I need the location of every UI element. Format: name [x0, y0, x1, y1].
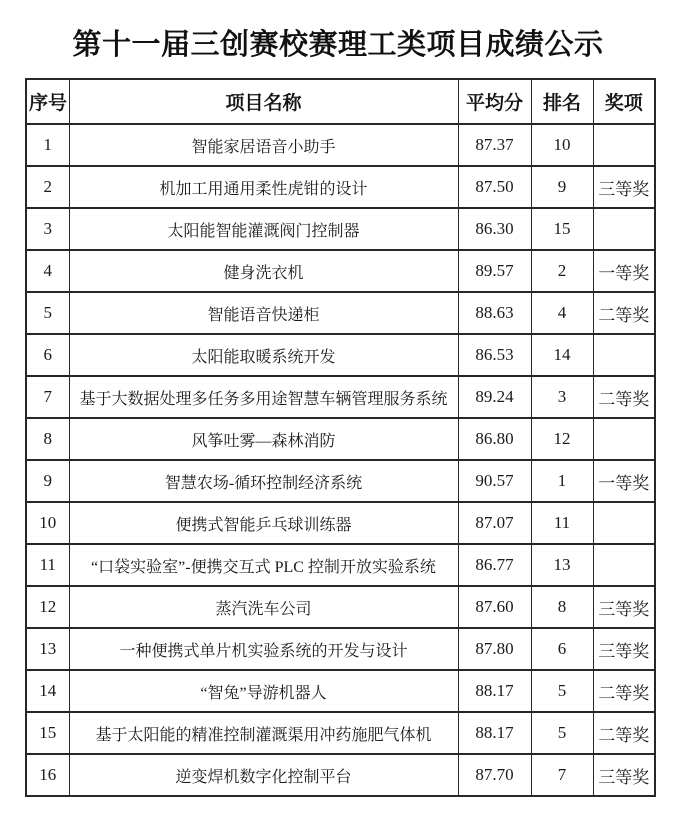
average-score-cell: 88.17 [458, 670, 531, 712]
table-row [26, 418, 655, 460]
average-score-cell: 86.30 [458, 208, 531, 250]
serial-cell: 14 [26, 670, 69, 712]
project-name-cell: “口袋实验室”-便携交互式 PLC 控制开放实验系统 [69, 544, 458, 586]
award-cell: 一等奖 [593, 250, 655, 292]
award-cell [593, 208, 655, 250]
award-cell: 三等奖 [593, 166, 655, 208]
average-score-cell: 88.63 [458, 292, 531, 334]
serial-cell: 15 [26, 712, 69, 754]
serial-cell: 10 [26, 502, 69, 544]
table-row [26, 166, 655, 208]
average-score-cell: 87.37 [458, 124, 531, 166]
serial-cell: 11 [26, 544, 69, 586]
award-cell: 二等奖 [593, 712, 655, 754]
table-row [26, 502, 655, 544]
rank-cell: 12 [531, 418, 593, 460]
average-score-cell: 86.53 [458, 334, 531, 376]
column-header-rank: 排名 [531, 79, 593, 124]
column-header-serial: 序号 [26, 79, 69, 124]
average-score-cell: 86.80 [458, 418, 531, 460]
serial-cell: 9 [26, 460, 69, 502]
project-name-cell: 机加工用通用柔性虎钳的设计 [69, 166, 458, 208]
results-table [25, 78, 656, 797]
column-header-award: 奖项 [593, 79, 655, 124]
rank-cell: 2 [531, 250, 593, 292]
table-row [26, 124, 655, 166]
project-name-cell: 风筝吐雾—森林消防 [69, 418, 458, 460]
project-name-cell: 便携式智能乒乓球训练器 [69, 502, 458, 544]
project-name-cell: 太阳能智能灌溉阀门控制器 [69, 208, 458, 250]
table-row [26, 544, 655, 586]
table-row [26, 460, 655, 502]
project-name-cell: “智兔”导游机器人 [69, 670, 458, 712]
project-name-cell: 健身洗衣机 [69, 250, 458, 292]
header-row [26, 79, 655, 124]
serial-cell: 1 [26, 124, 69, 166]
award-cell: 二等奖 [593, 670, 655, 712]
project-name-cell: 基于太阳能的精准控制灌溉渠用冲药施肥气体机 [69, 712, 458, 754]
table-row [26, 586, 655, 628]
project-name-cell: 太阳能取暖系统开发 [69, 334, 458, 376]
rank-cell: 14 [531, 334, 593, 376]
average-score-cell: 89.24 [458, 376, 531, 418]
table-row [26, 628, 655, 670]
serial-cell: 8 [26, 418, 69, 460]
serial-cell: 4 [26, 250, 69, 292]
average-score-cell: 87.80 [458, 628, 531, 670]
rank-cell: 5 [531, 670, 593, 712]
table-row [26, 250, 655, 292]
page-title: 第十一届三创赛校赛理工类项目成绩公示 [72, 29, 604, 61]
serial-cell: 3 [26, 208, 69, 250]
serial-cell: 5 [26, 292, 69, 334]
award-cell: 二等奖 [593, 376, 655, 418]
average-score-cell: 86.77 [458, 544, 531, 586]
award-cell: 二等奖 [593, 292, 655, 334]
project-name-cell: 智能语音快递柜 [69, 292, 458, 334]
table-row [26, 208, 655, 250]
rank-cell: 3 [531, 376, 593, 418]
rank-cell: 10 [531, 124, 593, 166]
award-cell: 三等奖 [593, 754, 655, 796]
rank-cell: 7 [531, 754, 593, 796]
award-cell [593, 124, 655, 166]
rank-cell: 4 [531, 292, 593, 334]
table-row [26, 754, 655, 796]
award-cell [593, 334, 655, 376]
rank-cell: 1 [531, 460, 593, 502]
serial-cell: 13 [26, 628, 69, 670]
average-score-cell: 87.60 [458, 586, 531, 628]
rank-cell: 15 [531, 208, 593, 250]
table-row [26, 712, 655, 754]
rank-cell: 6 [531, 628, 593, 670]
rank-cell: 5 [531, 712, 593, 754]
award-cell [593, 418, 655, 460]
serial-cell: 2 [26, 166, 69, 208]
column-header-project-name: 项目名称 [69, 79, 458, 124]
average-score-cell: 87.07 [458, 502, 531, 544]
column-header-average-score: 平均分 [458, 79, 531, 124]
rank-cell: 8 [531, 586, 593, 628]
project-name-cell: 一种便携式单片机实验系统的开发与设计 [69, 628, 458, 670]
project-name-cell: 逆变焊机数字化控制平台 [69, 754, 458, 796]
award-cell [593, 544, 655, 586]
project-name-cell: 智慧农场-循环控制经济系统 [69, 460, 458, 502]
rank-cell: 9 [531, 166, 593, 208]
project-name-cell: 蒸汽洗车公司 [69, 586, 458, 628]
rank-cell: 11 [531, 502, 593, 544]
rank-cell: 13 [531, 544, 593, 586]
award-cell: 三等奖 [593, 628, 655, 670]
serial-cell: 6 [26, 334, 69, 376]
serial-cell: 12 [26, 586, 69, 628]
average-score-cell: 90.57 [458, 460, 531, 502]
average-score-cell: 88.17 [458, 712, 531, 754]
average-score-cell: 87.50 [458, 166, 531, 208]
project-name-cell: 智能家居语音小助手 [69, 124, 458, 166]
serial-cell: 16 [26, 754, 69, 796]
award-cell [593, 502, 655, 544]
project-name-cell: 基于大数据处理多任务多用途智慧车辆管理服务系统 [69, 376, 458, 418]
table-row [26, 670, 655, 712]
table-header [26, 79, 655, 124]
table-row [26, 334, 655, 376]
award-cell: 一等奖 [593, 460, 655, 502]
serial-cell: 7 [26, 376, 69, 418]
award-cell: 三等奖 [593, 586, 655, 628]
table-row [26, 292, 655, 334]
table-body [26, 124, 655, 796]
average-score-cell: 89.57 [458, 250, 531, 292]
average-score-cell: 87.70 [458, 754, 531, 796]
table-row [26, 376, 655, 418]
